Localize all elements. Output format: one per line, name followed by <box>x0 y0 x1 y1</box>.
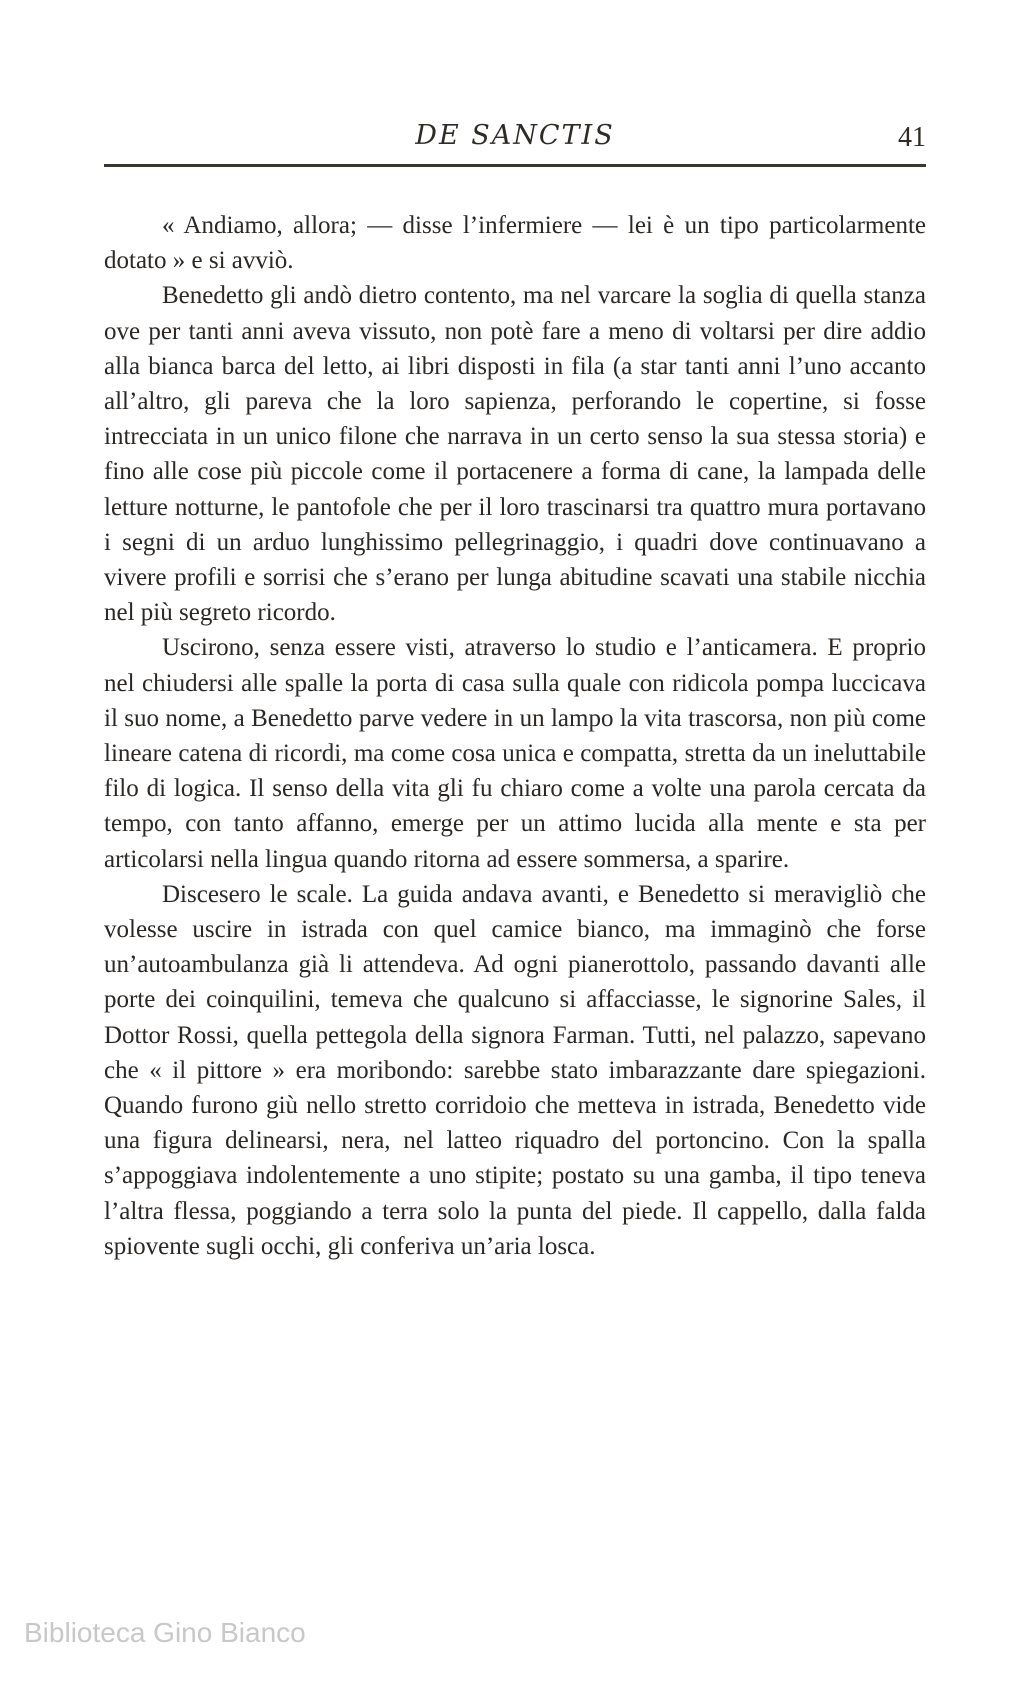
paragraph: Uscirono, senza essere visti, atraverso lo studio e l’anticamera. E proprio nel chiudersi alle spalle la porta di casa sulla quale con ridicola pompa luccicava il suo nome, a Benedetto parve vedere in un lampo la vita trascorsa, non più come lineare catena di ricordi, ma come cosa unica e compatta, stretta da un ineluttabile filo di logica. Il senso della vita gli fu chiaro come a volte una parola cercata da tempo, con tanto affanno, emerge per un attimo lucida alla mente e sta per articolarsi nella lingua quando ritorna ad essere sommersa, a sparire. <box>104 634 926 873</box>
library-watermark: Biblioteca Gino Bianco <box>24 1617 306 1648</box>
paragraph: « Andiamo, allora; — disse l’infermiere — lei è un tipo particolarmente dotato » e si avviò. <box>104 212 926 275</box>
page-number: 41 <box>898 122 926 153</box>
paragraph: Benedetto gli andò dietro contento, ma nel varcare la soglia di quella stanza ove per tanti anni aveva vissuto, non potè fare a meno di voltarsi per dire addio alla bianca barca del letto, ai libri disposti in fila (a star tanti anni l’uno accanto all’altro, gli pareva che la loro sapienza, perforando le copertine, si fosse intrecciata in un unico filone che narrava in un certo senso la sua stessa storia) e fino alle cose più piccole come il portacenere a forma di cane, la lampada delle letture notturne, le pantofole che per il loro trascinarsi tra quattro mura portavano i segni di un arduo lunghissimo pellegrinaggio, i quadri dove continuavano a vivere profili e sorrisi che s’erano per lunga abitudine scavati una stabile nicchia nel più segreto ricordo. <box>104 282 926 627</box>
header-rule <box>104 164 926 167</box>
paragraph: Discesero le scale. La guida andava avanti, e Benedetto si meravigliò che volesse uscire in istrada con quel camice bianco, ma immaginò che forse un’autoambulanza già li attendeva. Ad ogni pianerottolo, passando davanti alle porte dei coinquilini, temeva che qualcuno si affacciasse, le signorine Sales, il Dottor Rossi, quella pettegola della signora Farman. Tutti, nel palazzo, sapevano che « il pittore » era moribondo: sarebbe stato imbarazzante dare spiegazioni. Quando furono giù nello stretto corridoio che metteva in istrada, Benedetto vide una figura delinearsi, nera, nel latteo riquadro del portoncino. Con la spalla s’appoggiava indolentemente a uno stipite; postato su una gamba, il tipo teneva l’altra flessa, poggiando a terra solo la punta del piede. Il cappello, dalla falda spiovente sugli occhi, gli conferiva un’aria losca. <box>104 880 926 1260</box>
page-header <box>104 116 926 156</box>
body-text <box>104 208 926 1264</box>
running-title: DE SANCTIS <box>415 120 615 151</box>
